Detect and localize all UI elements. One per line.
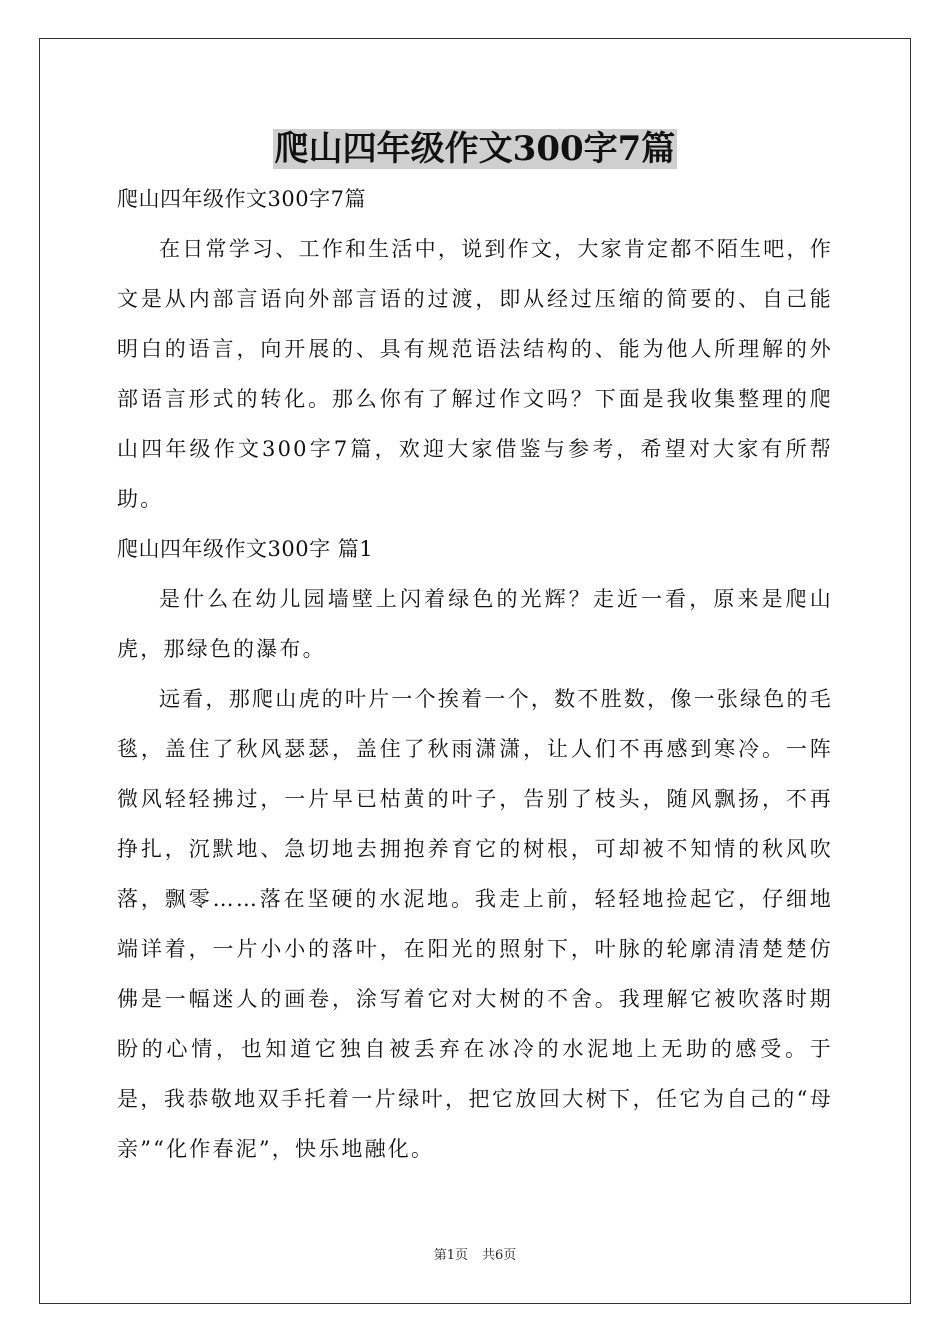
section-heading: 爬山四年级作文300字 篇1 [117,537,374,561]
document-title-text: 爬山四年级作文300字7篇 [274,129,676,169]
section-paragraph-1: 是什么在幼儿园墙壁上闪着绿色的光辉？走近一看，原来是爬山虎，那绿色的瀑布。 [117,587,833,661]
page-number: 第1页 [433,1248,468,1263]
document-title [117,124,833,174]
document-body [117,124,833,1174]
section-paragraph-2: 远看，那爬山虎的叶片一个挨着一个，数不胜数，像一张绿色的毛毯，盖住了秋风瑟瑟，盖住了秋雨潇潇，让人们不再感到寒冷。一阵微风轻轻拂过，一片早已枯黄的叶子，告别了枝头，随风飘扬，不再挣扎，沉默地、急切地去拥抱养育它的树根，可却被不知情的秋风吹落，飘零……落在坚硬的水泥地。我走上前，轻轻地捡起它，仔细地端详着，一片小小的落叶，在阳光的照射下，叶脉的轮廓清清楚楚仿佛是一幅迷人的画卷，涂写着它对大树的不舍。我理解它被吹落时期盼的心情，也知道它独自被丢弃在冰冷的水泥地上无助的感受。于是，我恭敬地双手托着一片绿叶，把它放回大树下，任它为自己的“母亲”“化作春泥”，快乐地融化。 [117,687,833,1161]
page-total: 共6页 [482,1248,517,1263]
page-footer [0,1247,950,1265]
document-subtitle: 爬山四年级作文300字7篇 [117,187,366,211]
intro-paragraph: 在日常学习、工作和生活中，说到作文，大家肯定都不陌生吧，作文是从内部言语向外部言语的过渡，即从经过压缩的简要的、自己能明白的语言，向开展的、具有规范语法结构的、能为他人所理解的外部语言形式的转化。那么你有了解过作文吗？下面是我收集整理的爬山四年级作文300字7篇，欢迎大家借鉴与参考，希望对大家有所帮助。 [117,237,833,511]
